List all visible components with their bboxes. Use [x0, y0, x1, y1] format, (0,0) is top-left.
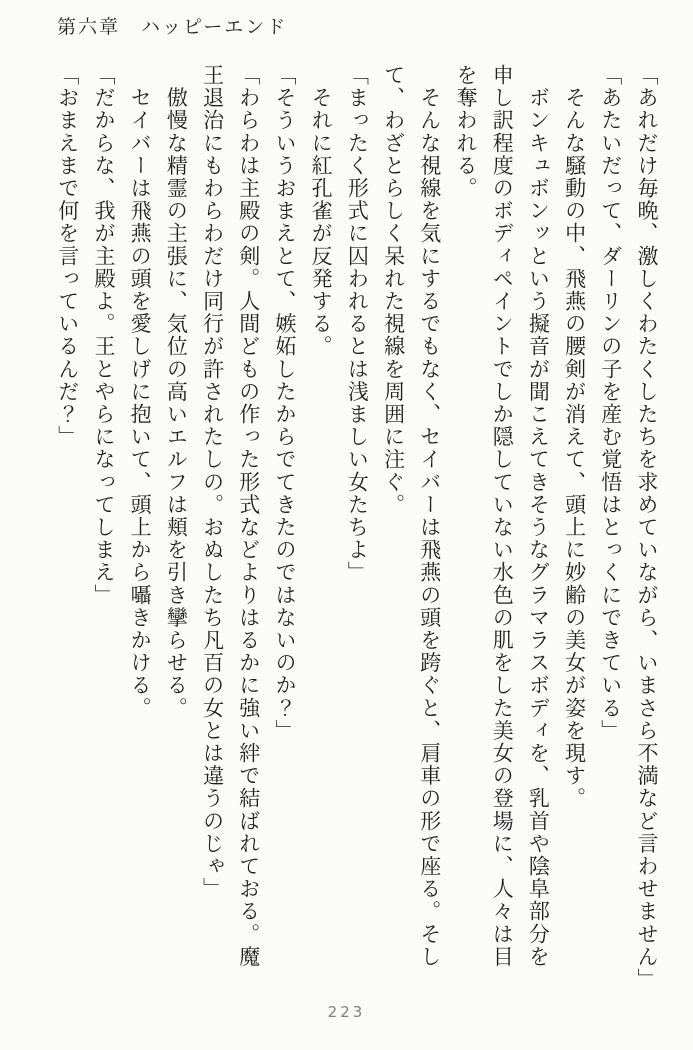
- text-column: そんな騒動の中、飛燕の腰剣が消えて、頭上に妙齢の美女が姿を現す。: [562, 64, 587, 810]
- text-column: 傲慢な精霊の主張に、気位の高いエルフは頬を引き攣らせる。: [164, 64, 189, 720]
- text-column: て、わざとらしく呆れた視線を周囲に注ぐ。: [381, 64, 406, 516]
- page-number: 223: [327, 1003, 366, 1021]
- text-column: そんな視線を気にするでもなく、セイバーは飛燕の頭を跨ぐと、肩車の形で座る。そし: [417, 64, 442, 968]
- text-column: 「まったく形式に囚われるとは浅ましい女たちよ」: [345, 64, 370, 584]
- text-column: セイバーは飛燕の頭を愛しげに抱いて、頭上から囁きかける。: [128, 64, 153, 720]
- text-column: 「だからな、我が主殿よ。王とやらになってしまえ」: [91, 64, 116, 607]
- text-column: 王退治にもわらわだけ同行が許されたしの。おぬしたち凡百の女とは違うのじゃ」: [200, 64, 225, 901]
- chapter-header: 第六章 ハッピーエンド: [57, 16, 288, 38]
- text-column: 申し訳程度のボディペイントでしか隠していない水色の肌をした美女の登場に、人々は目: [490, 64, 515, 968]
- text-column: 「そういうおまえとて、嫉妬したからでてきたのではないのか？」: [272, 64, 297, 742]
- text-column: 「わらわは主殿の剣。人間どもの作った形式などよりはるかに強い絆で結ばれておる。魔: [236, 64, 261, 968]
- text-column: 「あたいだって、ダーリンの子を産む覚悟はとっくにできている」: [598, 64, 623, 742]
- text-column: を奪われる。: [453, 64, 478, 200]
- text-column: 「おまえまで何を言っているんだ？」: [55, 64, 80, 449]
- text-column: ボンキュボンッという擬音が聞こえてきそうなグラマラスボディを、乳首や陰阜部分を: [526, 64, 551, 968]
- text-column: それに紅孔雀が反発する。: [309, 64, 334, 358]
- body-text: [50, 64, 665, 996]
- text-column: 「あれだけ毎晩、激しくわたくしたちを求めていながら、いまさら不満など言わせません」: [635, 64, 659, 991]
